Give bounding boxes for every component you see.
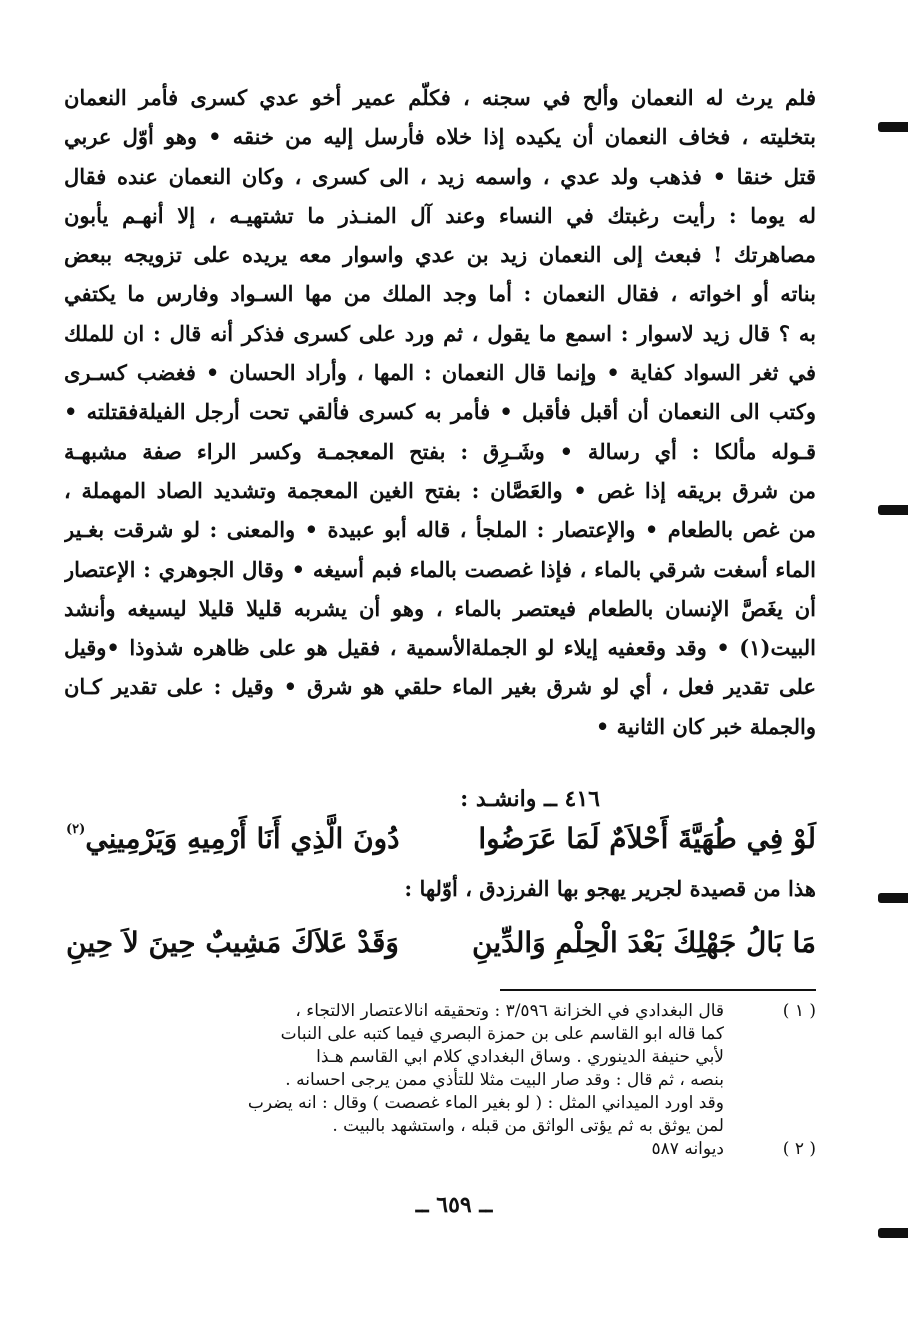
- text-line: فلم يرث له النعمان وألح في سجنه ، فكلّم عمير أخو عدي كسرى فأمر النعمان: [64, 85, 816, 110]
- verse-line-2: [66, 926, 816, 972]
- verse-second-hemistich: وَقَدْ عَلاَكَ مَشِيبٌ حِينَ لاَ حِينِ: [66, 926, 399, 959]
- footnote-line: كما قاله ابو القاسم على بن حمزة البصري فيما كتبه على النبات: [280, 1024, 724, 1044]
- verse-heading: ٤١٦ ــ وانشـد :: [460, 786, 600, 812]
- verse-second-hemistich: [66, 822, 400, 855]
- text-line: أن يغَصَّ الإنسان بالطعام فيعتصر بالماء ، وهو أن يشربه قليلا قليلا ليسيغه وأنشد: [64, 595, 816, 621]
- verse-first-hemistich: مَا بَالُ جَهْلِكَ بَعْدَ الْحِلْمِ وَالدِّينِ: [472, 926, 816, 959]
- footnote-line: وقد اورد الميداني المثل : ( لو بغير الماء غصصت ) وقال : انه يضرب: [247, 1093, 724, 1113]
- footnote-ref: (٢): [66, 822, 86, 837]
- text-line: وكتب الى النعمان أن أقبل فأقبل • فأمر به كسرى فألقي تحت أرجل الفيلةفقتلته •: [64, 399, 816, 425]
- footnote-line: قال البغدادي في الخزانة ٣/٥٩٦ : وتحقيقه انالاعتصار الالتجاء ،: [295, 1001, 724, 1021]
- verse-source-note: هذا من قصيدة لجرير يهجو بها الفرزدق ، أوّلها :: [404, 876, 816, 901]
- text-line: بتخليته ، فخاف النعمان أن يكيده إذا خلاه فأرسل إليه من خنقه • وهو أوّل عربي: [64, 124, 816, 150]
- footnote-1: [146, 1000, 816, 1138]
- text-line: له يوما : رأيت رغبتك في النساء وعند آل المنـذر ما تشتهيـه ، إلا أنهـم يأبون: [64, 202, 816, 228]
- verse-line-1: [66, 822, 816, 868]
- footnotes: [146, 1000, 816, 1161]
- text-line: البيت(١) • وقد وقعفيه إيلاء لو الجملةالأسمية ، فقيل هو على ظاهره شذوذا •وقيل: [64, 635, 816, 661]
- page-number: ــ ٦٥٩ ــ: [415, 1192, 493, 1218]
- text-line: الماء أسغت شرقي بالماء ، فإذا غصصت بالماء فبم أسيغه • وقال الجوهري : الإعتصار: [64, 556, 816, 582]
- footnote-line: ديوانه ٥٨٧: [651, 1139, 724, 1159]
- text-line: على تقدير فعل ، أي لو شرق بغير الماء حلقي هو شرق • وقيل : على تقدير كـان: [64, 674, 816, 700]
- text-line: قـوله مألكا : أي رسالة • وشَـرِق : بفتح المعجمـة وكسر الراء صفة مشبهـة: [64, 438, 816, 464]
- verse-second-hemistich-text: دُونَ الَّذِي أَنَا أَرْمِيهِ وَيَرْمِينِي: [85, 822, 400, 855]
- text-line: من شرق بريقه إذا غص • والعَصَّان : بفتح الغين المعجمة وتشديد الصاد المهملة ،: [64, 477, 816, 503]
- footnote-separator: [500, 989, 816, 991]
- text-line: والجملة خبر كان الثانية •: [595, 713, 816, 739]
- scan-edge-mark: [878, 505, 908, 515]
- footnote-number: ( ٢ ): [782, 1139, 816, 1159]
- footnote-2: [146, 1138, 816, 1161]
- text-line: من غص بالطعام • والإعتصار : الملجأ ، قاله أبو عبيدة • والمعنى : لو شرقت بغـير: [64, 517, 816, 543]
- text-line: مصاهرتك ! فبعث إلى النعمان زيد بن عدي واسوار معه يريده على تزويجه ببعض: [64, 242, 816, 268]
- text-line: به ؟ قال زيد لاسوار : اسمع ما يقول ، ثم ورد على كسرى فذكر أنه قال : ان للملك: [64, 320, 816, 346]
- footnote-line: لأبي حنيفة الدينوري . وساق البغدادي كلام ابي القاسم هـذا: [316, 1047, 724, 1067]
- footnote-number: ( ١ ): [782, 1001, 816, 1021]
- footnote-line: لمن يوثق به ثم يؤتى الواثق من قبله ، واستشهد بالبيت .: [332, 1116, 724, 1136]
- text-line: بناته أو اخواته ، فقال النعمان : أما وجد الملك من مها السـواد وفارس ما يكتفي: [64, 281, 816, 307]
- verse-first-hemistich: لَوْ فِي طُهَيَّةَ أَحْلاَمٌ لَمَا عَرَضُوا: [478, 822, 816, 855]
- text-line: في ثغر السواد كفاية • وإنما قال النعمان : المها ، وأراد الحسان • فغضب كسـرى: [64, 360, 816, 386]
- scan-edge-mark: [878, 122, 908, 132]
- footnote-line: بنصه ، ثم قال : وقد صار البيت مثلا للتأذي ممن يرجى احسانه .: [285, 1070, 724, 1090]
- commentary-text: [64, 78, 816, 746]
- scan-edge-mark: [878, 1228, 908, 1238]
- scan-edge-mark: [878, 893, 908, 903]
- text-line: قتل خنقا • فذهب ولد عدي ، واسمه زيد ، الى كسرى ، وكان النعمان عنده فقال: [64, 163, 816, 189]
